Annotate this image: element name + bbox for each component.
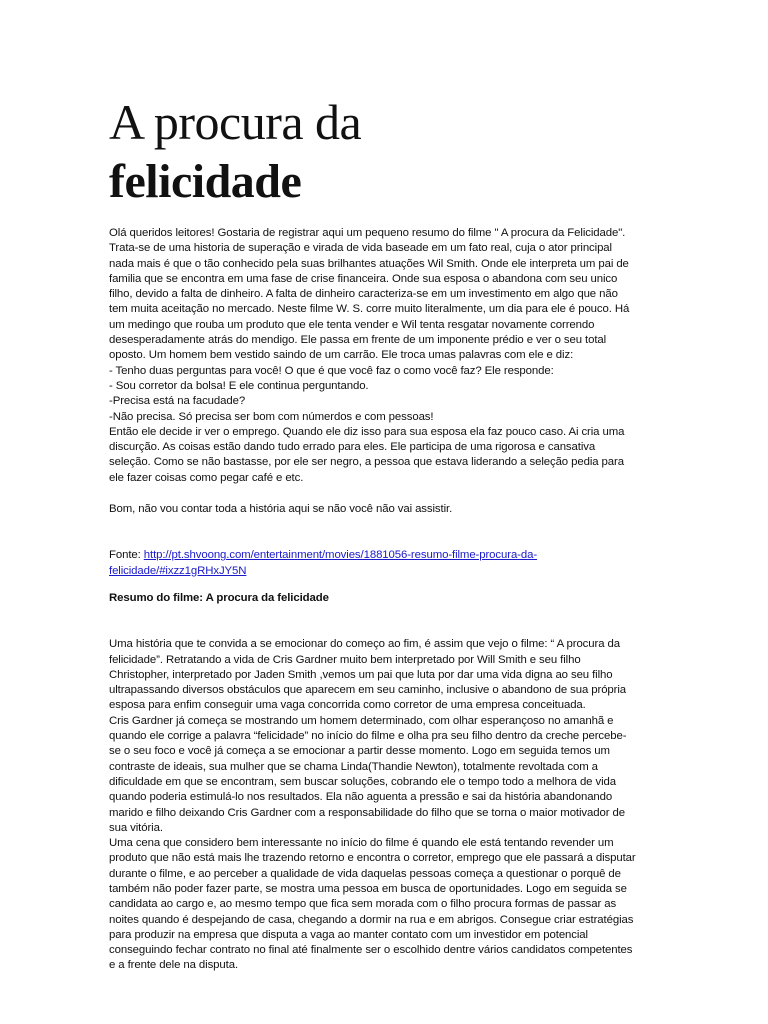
intro-paragraph: Olá queridos leitores! Gostaria de registrar aqui um pequeno resumo do filme " A procura da Felicidade". Trata-se de uma historia de superação e virada de vida baseade em um fato real, cuja o ator principal nada mais é que o tão conhecido pela suas brilhantes atuações Wil Smith. Onde ele interpreta um pai de familia que se encontra em uma fase de crise financeira. Onde sua esposa o abandona com seu unico filho, devido a falta de dinheiro. A falta de dinheiro caracteriza-se em um investimento em algo que não tem muita aceitação no mercado. Neste filme W. S. corre muito literalmente, um dia para ele é pouco. Há um medingo que rouba um produto que ele tenta vender e Wil tenta resgatar novamente correndo desesperadamente atrás do mendigo. Ele passa em frente de um imponente prédio e ver o seu total oposto. Um homem bem vestido saindo de um carrão. Ele troca umas palavras com ele e diz: - Tenho duas perguntas para você! O que é que você faz o como você faz? Ele responde: - Sou corretor da bolsa! E ele continua perguntando. -Precisa está na facudade? -Não precisa. Só precisa ser bom com númerdos e com pessoas! Então ele decide ir ver o emprego. Quando ele diz isso para sua esposa ela faz pouco caso. Ai cria uma discurção. As coisas estão dando tudo errado para eles. Ele participa de uma rigorosa e cansativa seleção. Como se não bastasse, por ele ser negro, a pessoa que estava liderando a seleção pedia para ele fazer coisas como pegar café e etc. [109,227,630,484]
document-title-line2: felicidade [109,155,302,208]
closing-paragraph: Bom, não vou contar toda a história aqui se não você não vai assistir. [109,503,453,516]
document-page [109,92,657,974]
section-heading: Resumo do filme: A procura da felicidade [109,591,329,604]
source-link[interactable] [109,549,537,576]
document-title-line1: A procura da [109,94,362,150]
source-link-line1[interactable]: http://pt.shvoong.com/entertainment/movies/1881056-resumo-filme-procura-da- [143,549,538,562]
source-paragraph [109,548,657,579]
source-link-line2[interactable]: felicidade/#ixzz1gRHxJY5N [109,564,247,577]
source-label: Fonte: [109,549,144,562]
summary-paragraph: Uma história que te convida a se emocionar do começo ao fim, é assim que vejo o filme: “ A procura da felicidade”. Retratando a vida de Cris Gardner muito bem interpretado por Will Smith e seu filho Christopher, interpretado por Jaden Smith ,vemos um pai que luta por dar uma vida digna ao seu filho ultrapassando diversos obstáculos que aparecem em seu caminho, inclusive o abandono de sua própria esposa para enfim conseguir uma vaga concorrida como corretor de uma empresa conceituada. Cris Gardner já começa se mostrando um homem determinado, com olhar esperançoso no amanhã e quando ele corrige a palavra “felicidade” no início do filme e olha pra seu filho dentro da creche percebe- se o seu foco e você já começa a se emocionar a partir desse momento. Logo em seguida temos um contraste de ideais, sua mulher que se chama Linda(Thandie Newton), totalmente revoltada com a dificuldade em que se encontram, sem buscar soluções, cobrando ele o tempo todo a melhora de vida quando poderia estimulá-lo nos resultados. Ela não aguenta a pressão e sai da história abandonando marido e filho deixando Cris Gardner com a responsabilidade do filho que se torna o maior motivador de sua vitória. Uma cena que considero bem interessante no início do filme é quando ele está tentando revender um produto que não está mais lhe trazendo retorno e encontra o corretor, emprego que ele passará a disputar durante o filme, e ao perceber a qualidade de vida daquelas pessoas começa a questionar o porquê de também não poder fazer parte, se mostra uma pessoa em busca de oportunidades. Logo em seguida se candidata ao cargo e, ao mesmo tempo que fica sem morada com o filho procura formas de passar as noites quando é despejando de casa, chegando a dormir na rua e em abrigos. Consegue criar estratégias para produzir na empresa que disputa a vaga ao manter contato com um investidor em potencial conseguindo fechar contrato no final até finalmente ser o escolhido dentre vários candidatos competentes e a frente dele na disputa. [109,638,636,972]
